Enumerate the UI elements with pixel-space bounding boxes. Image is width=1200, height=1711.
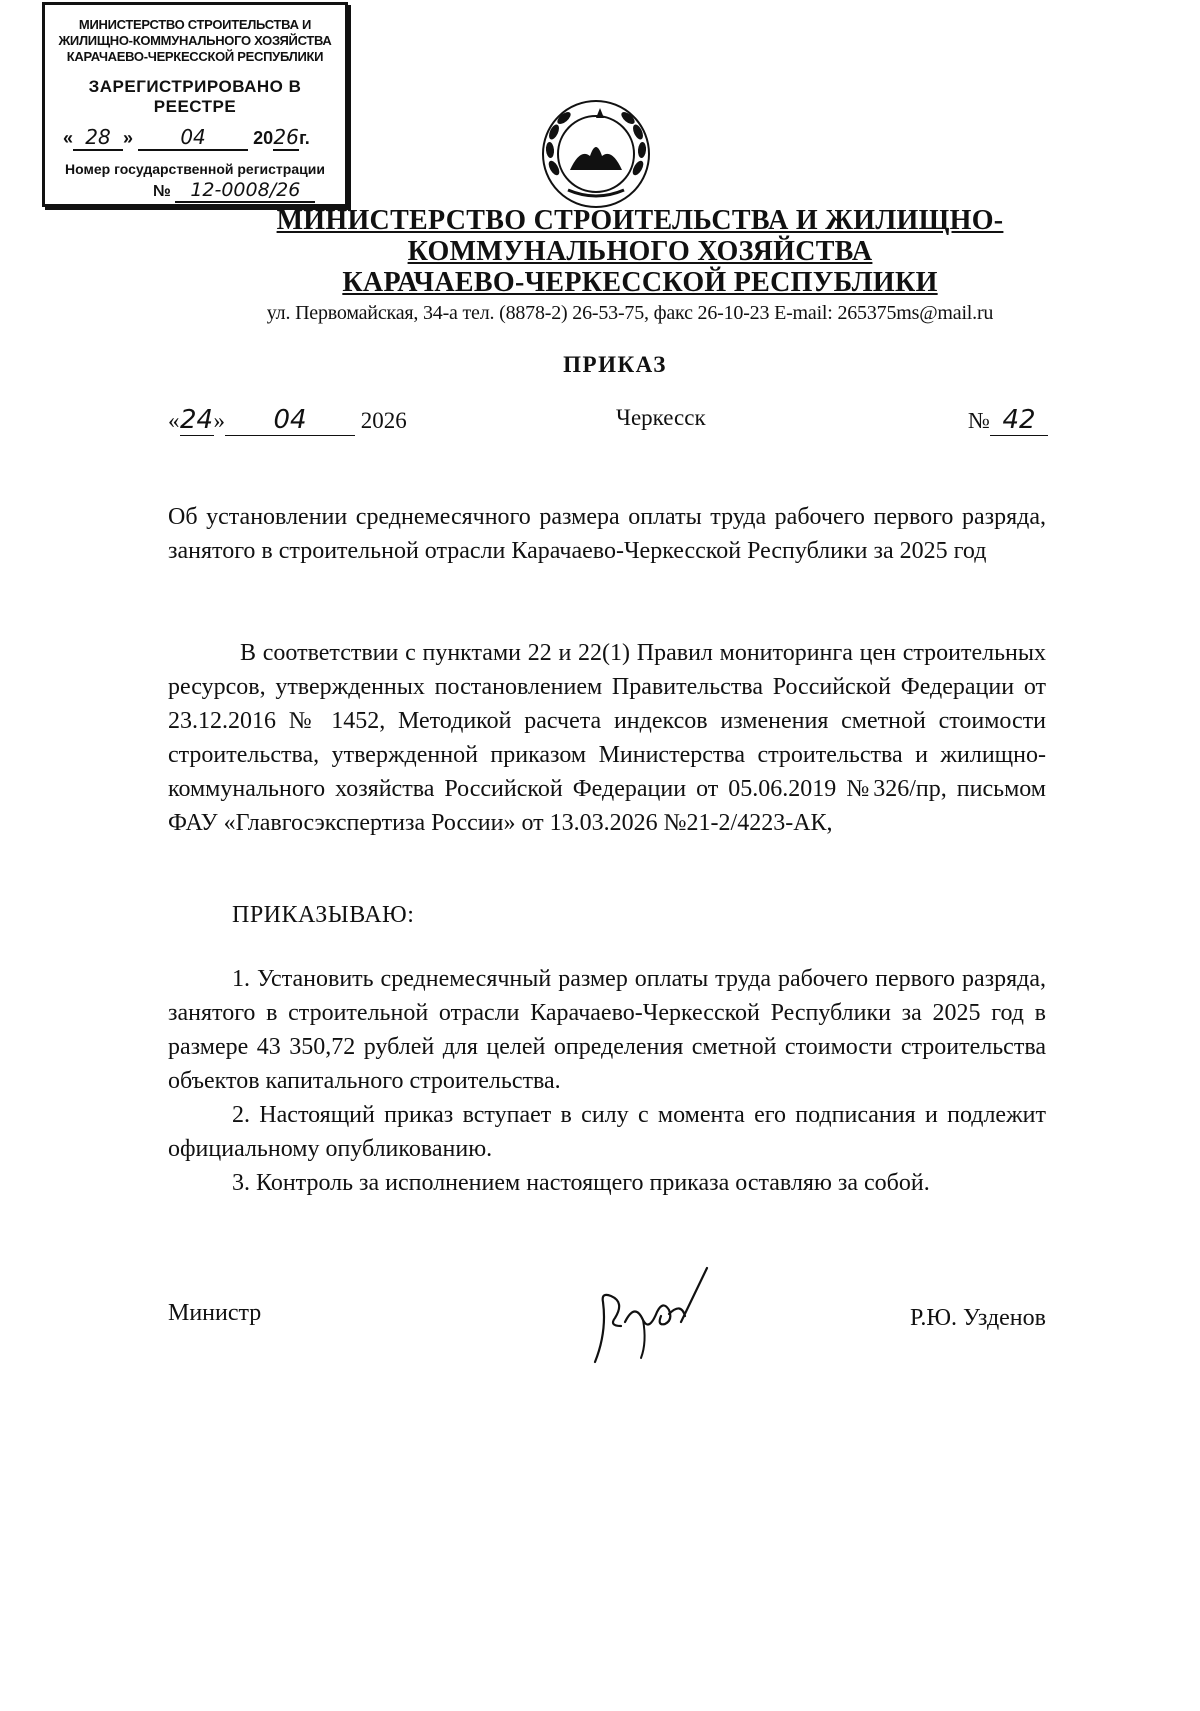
stamp-registered-label: ЗАРЕГИСТРИРОВАНО В РЕЕСТРЕ	[88, 77, 302, 116]
ministry-name-line1: МИНИСТЕРСТВО СТРОИТЕЛЬСТВА И ЖИЛИЩНО-	[276, 205, 1004, 236]
date-day: 24	[179, 405, 214, 435]
date-month: 04	[225, 405, 355, 436]
order-item-3: 3. Контроль за исполнением настоящего приказа оставляю за собой.	[232, 1170, 930, 1196]
stamp-org-line3: КАРАЧАЕВО-ЧЕРКЕССКОЙ РЕСПУБЛИКИ	[66, 49, 324, 64]
stamp-open-quote: «	[63, 128, 74, 148]
signer-name: Р.Ю. Узденов	[910, 1305, 1046, 1331]
stamp-org-line1: МИНИСТЕРСТВО СТРОИТЕЛЬСТВА И	[78, 17, 312, 32]
date-year: 2026	[360, 408, 407, 433]
stamp-day: 28	[73, 125, 123, 151]
date-open-quote: «	[168, 408, 180, 433]
stamp-year-end: г.	[299, 128, 310, 148]
ministry-name-line2: КОММУНАЛЬНОГО ХОЗЯЙСТВА	[407, 236, 873, 267]
number-prefix: №	[968, 408, 990, 433]
stamp-close-quote: »	[123, 128, 134, 148]
stamp-date	[45, 125, 345, 151]
order-item-1: 1. Установить среднемесячный размер оплаты труда рабочего первого разряда, занятого в строительной отрасли Карачаево-Черкесской Республики за 2025 год в размере 43 350,72 рублей для целей определения сметной стоимости строительства объектов капитального строительства.	[168, 966, 1046, 1094]
order-item-2: 2. Настоящий приказ вступает в силу с момента его подписания и подлежит официальному опубликованию.	[168, 1102, 1046, 1162]
handwritten-signature	[585, 1262, 715, 1382]
stamp-gosreg-label: Номер государственной регистрации	[65, 161, 325, 177]
stamp-number-line	[45, 179, 345, 203]
coat-of-arms-emblem	[540, 98, 652, 210]
stamp-number: 12-0008/26	[175, 179, 315, 203]
registration-stamp	[42, 2, 348, 207]
stamp-year-prefix: 20	[253, 128, 274, 148]
ministry-name-line3: КАРАЧАЕВО-ЧЕРКЕССКОЙ РЕСПУБЛИКИ	[342, 267, 938, 298]
number-value: 42	[990, 405, 1048, 436]
document-date-line	[168, 405, 1048, 445]
signer-position: Министр	[168, 1300, 262, 1326]
ministry-header	[200, 205, 1080, 298]
stamp-number-prefix: №	[153, 183, 171, 200]
stamp-org-line2: ЖИЛИЩНО-КОММУНАЛЬНОГО ХОЗЯЙСТВА	[58, 33, 332, 48]
stamp-month: 04	[138, 125, 248, 151]
stamp-year-suffix: 26	[273, 125, 299, 149]
document-city: Черкесск	[616, 405, 706, 430]
document-number	[968, 405, 1048, 436]
document-subject: Об установлении среднемесячного размера оплаты труда рабочего первого разряда, занятого в строительной отрасли Карачаево-Черкесской Республики за 2025 год	[168, 504, 1046, 564]
date-close-quote: »	[213, 408, 225, 433]
ministry-address: ул. Первомайская, 34-а тел. (8878-2) 26-53-75, факс 26-10-23 E-mail: 265375ms@mail.ru	[266, 302, 994, 324]
document-preamble: В соответствии с пунктами 22 и 22(1) Правил мониторинга цен строительных ресурсов, утвержденных постановлением Правительства Российской Федерации от 23.12.2016 № 1452, Методикой расчета индексов изменения сметной стоимости строительства, утвержденной приказом Министерства строительства и жилищно-коммунального хозяйства Российской Федерации от 05.06.2019 №326/пр, письмом ФАУ «Главгосэкспертиза России» от 13.03.2026 №21-2/4223-АК,	[168, 640, 1046, 836]
order-items	[168, 962, 1046, 1200]
document-date	[168, 405, 407, 436]
order-word: ПРИКАЗЫВАЮ:	[232, 902, 415, 928]
document-title: ПРИКАЗ	[563, 352, 667, 377]
